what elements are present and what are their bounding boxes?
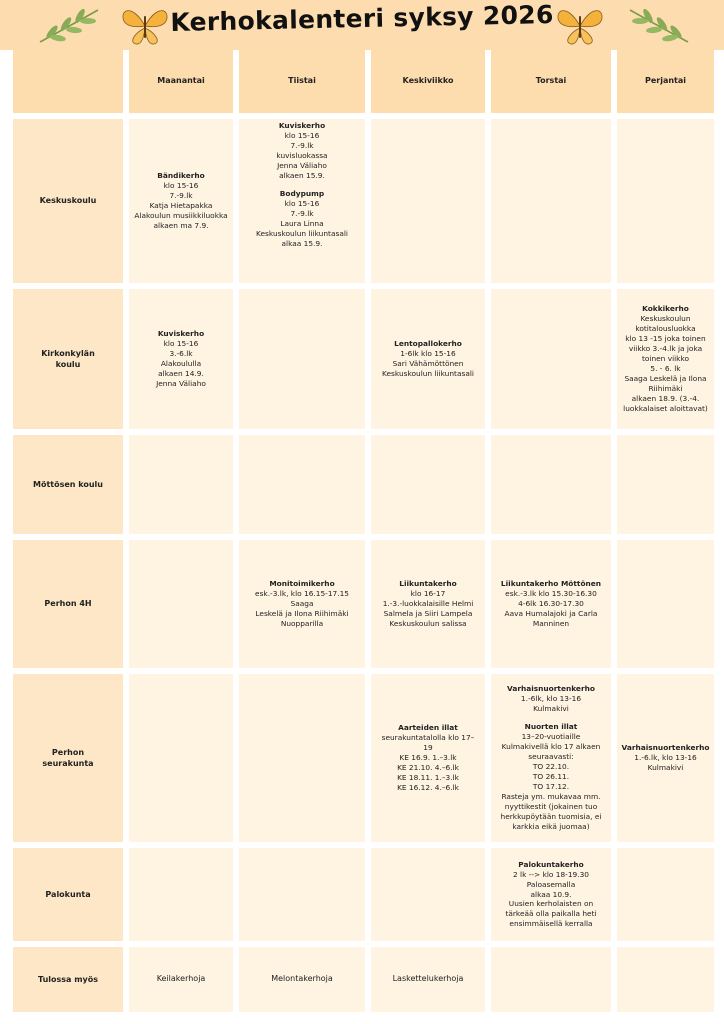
- club-detail: alkaen 18.9. (3.-4.: [631, 393, 700, 403]
- club-name: Kokkikerho: [642, 304, 689, 314]
- club-entry: [156, 329, 206, 389]
- club-detail: Saaga Leskelä ja Ilona: [624, 373, 707, 383]
- club-detail: 1.-3.-luokkalaisille Helmi: [382, 599, 474, 608]
- club-detail: Leskelä ja Ilona Riihimäki: [255, 608, 349, 618]
- calendar-cell: [129, 435, 233, 534]
- club-detail: Salmela ja Siiri Lampela: [383, 608, 473, 618]
- club-detail: Nuopparilla: [280, 618, 324, 628]
- club-detail: Jenna Väliaho: [277, 160, 327, 170]
- calendar-cell: [239, 947, 365, 1012]
- club-detail: Jenna Väliaho: [156, 378, 206, 388]
- row-label: [13, 947, 123, 1012]
- calendar-cell: [617, 540, 714, 668]
- club-detail: 19: [423, 743, 433, 753]
- day-header: Torstai: [491, 50, 611, 113]
- club-detail: alkaen 14.9.: [158, 368, 204, 378]
- club-detail: herkkupöytään tuomisia, ei: [500, 811, 602, 821]
- club-detail: Paloasemalla: [526, 879, 576, 889]
- club-name: Monitoimikerho: [269, 579, 335, 589]
- club-name: Lentopallokerho: [394, 339, 462, 349]
- calendar-cell: [617, 947, 714, 1012]
- club-detail: 3.-6.lk: [169, 349, 193, 359]
- club-detail: 7.-9.lk: [169, 191, 193, 201]
- club-name: Liikuntakerho: [399, 579, 457, 589]
- club-entry: [501, 722, 602, 832]
- calendar-cell: [491, 289, 611, 429]
- row-label-line: Möttösen koulu: [32, 479, 103, 489]
- club-detail: Uusien kerholaisten on: [508, 899, 594, 909]
- calendar-cell: [239, 848, 365, 941]
- club-detail: 5. - 6. lk: [650, 363, 681, 373]
- row-label: [13, 540, 123, 668]
- club-detail: Keskuskoulun liikuntasali: [256, 228, 348, 238]
- row-label: [13, 119, 123, 283]
- club-name: Bändikerho: [157, 171, 205, 181]
- club-name: Palokuntakerho: [518, 859, 584, 869]
- club-entry: [623, 304, 708, 414]
- row-label-line: Keskuskoulu: [39, 196, 97, 206]
- calendar-cell: [617, 289, 714, 429]
- club-detail: tärkeää olla paikalla heti: [505, 909, 597, 919]
- club-detail: seurakuntatalolla klo 17–: [381, 733, 475, 743]
- club-entry: [382, 723, 475, 793]
- club-detail: TO 22.10.: [532, 762, 570, 771]
- club-detail: alkaen 15.9.: [279, 170, 325, 180]
- calendar-cell: [129, 674, 233, 842]
- coming-club: Laskettelukerhoja: [392, 974, 464, 984]
- club-detail: kotitalousluokka: [635, 324, 696, 334]
- calendar-cell: [491, 119, 611, 283]
- calendar-cell: [617, 674, 714, 842]
- club-detail: 1.-6.lk, klo 13-16: [634, 753, 697, 762]
- club-detail: Keskuskoulun salissa: [389, 618, 467, 628]
- calendar-cell: [491, 540, 611, 668]
- page-title: Kerhokalenteri syksy 2026: [170, 0, 554, 38]
- calendar-cell: [371, 289, 485, 429]
- row-label-line: Kirkonkylän: [41, 348, 95, 358]
- club-detail: karkkia eikä juomaa): [512, 821, 590, 831]
- club-detail: klo 15-16: [163, 339, 199, 349]
- club-name: Varhaisnuortenkerho: [621, 743, 710, 753]
- club-detail: 7.-9.lk: [290, 208, 314, 218]
- row-label-line: Palokunta: [45, 889, 91, 899]
- row-label-line: Tulossa myös: [37, 974, 99, 984]
- coming-club: Melontakerhoja: [271, 974, 333, 984]
- club-detail: Laura Linna: [280, 218, 324, 228]
- club-detail: KE 21.10. 4.–6.lk: [397, 762, 459, 772]
- club-detail: esk.-3.lk klo 15.30-16.30: [505, 589, 597, 599]
- club-entry: [134, 171, 227, 231]
- row-label: [13, 289, 123, 429]
- club-detail: Keskuskoulun liikuntasali: [382, 368, 474, 378]
- club-detail: Katja Hietapakka: [149, 201, 213, 210]
- calendar-cell: [129, 848, 233, 941]
- calendar-cell: [129, 947, 233, 1012]
- calendar-cell: [491, 848, 611, 941]
- club-detail: esk.-3.lk, klo 16.15-17.15 Saaga: [255, 589, 349, 608]
- club-detail: klo 15-16: [163, 181, 199, 191]
- club-detail: Keskuskoulun: [640, 314, 691, 324]
- club-detail: Rasteja ym. mukavaa mm.: [501, 791, 601, 801]
- club-detail: Manninen: [532, 618, 570, 628]
- club-entry: [244, 579, 360, 629]
- club-calendar-table: [13, 50, 712, 998]
- olive-branch-icon: [622, 4, 692, 46]
- table-corner: [13, 50, 123, 113]
- calendar-cell: [129, 119, 233, 283]
- club-detail: Kulmakivi: [533, 704, 569, 714]
- club-detail: TO 17.12.: [532, 781, 570, 791]
- row-label-line: seurakunta: [42, 759, 94, 768]
- club-detail: Kulmakivi: [647, 762, 684, 772]
- day-header: Keskiviikko: [371, 50, 485, 113]
- club-detail: viikko 3.-4.lk ja joka: [628, 344, 703, 354]
- calendar-cell: [371, 540, 485, 668]
- club-entry: [501, 579, 601, 629]
- club-detail: Riihimäki: [648, 383, 683, 393]
- club-detail: Sari Vähämöttönen: [392, 359, 464, 368]
- day-header: Tiistai: [239, 50, 365, 113]
- club-name: Kuviskerho: [278, 121, 326, 130]
- calendar-cell: [617, 119, 714, 283]
- club-detail: 2 lk --> klo 18-19.30: [512, 869, 590, 879]
- calendar-cell: [371, 674, 485, 842]
- club-detail: klo 16-17: [410, 589, 446, 599]
- club-detail: KE 16.12. 4.–6.lk: [397, 782, 459, 792]
- calendar-cell: [491, 674, 611, 842]
- club-detail: alkaa 15.9.: [281, 238, 323, 248]
- calendar-cell: [371, 435, 485, 534]
- club-detail: ensimmäisellä kerralla: [509, 919, 593, 929]
- club-detail: Kulmakivellä klo 17 alkaen: [501, 742, 601, 752]
- butterfly-icon: [553, 4, 607, 48]
- club-detail: 1-6lk klo 15-16: [400, 349, 456, 359]
- club-detail: Aava Humalajoki ja Carla: [504, 608, 598, 618]
- row-label-line: koulu: [55, 360, 81, 369]
- day-header: Maanantai: [129, 50, 233, 113]
- club-detail: alkaen ma 7.9.: [153, 220, 209, 230]
- club-detail: 7.-9.lk: [290, 140, 314, 150]
- club-entry: [382, 339, 474, 379]
- row-label-line: Perhon 4H: [44, 599, 92, 609]
- calendar-cell: [371, 947, 485, 1012]
- calendar-cell: [129, 540, 233, 668]
- club-detail: seuraavasti:: [528, 752, 574, 762]
- club-name: Bodypump: [279, 188, 325, 198]
- calendar-cell: [129, 289, 233, 429]
- calendar-cell: [239, 540, 365, 668]
- club-detail: toinen viikko: [641, 354, 690, 363]
- club-name: Varhaisnuortenkerho: [507, 684, 595, 694]
- club-detail: klo 15-16: [284, 198, 320, 208]
- club-detail: KE 16.9. 1.–3.lk: [399, 753, 457, 762]
- calendar-cell: [239, 289, 365, 429]
- club-detail: TO 26.11.: [532, 771, 570, 781]
- club-name: Liikuntakerho Möttönen: [500, 579, 602, 589]
- club-detail: 1.-6lk, klo 13-16: [520, 694, 582, 704]
- club-detail: klo 15-16: [284, 130, 320, 140]
- club-detail: KE 18.11. 1.–3.lk: [397, 772, 459, 782]
- row-label: [13, 848, 123, 941]
- calendar-cell: [239, 435, 365, 534]
- calendar-cell: [491, 947, 611, 1012]
- club-name: Nuorten illat: [524, 722, 578, 732]
- club-detail: alkaa 10.9.: [530, 889, 572, 899]
- club-detail: kuvisluokassa: [276, 150, 328, 160]
- club-detail: luokkalaiset aloittavat): [623, 403, 708, 413]
- calendar-cell: [239, 674, 365, 842]
- club-entry: [501, 684, 602, 714]
- row-label: [13, 674, 123, 842]
- club-entry: [256, 121, 348, 181]
- row-label-line: Perhon: [51, 747, 85, 757]
- calendar-cell: [617, 435, 714, 534]
- club-detail: 4-6lk 16.30-17.30: [518, 599, 584, 608]
- calendar-cell: [491, 435, 611, 534]
- calendar-cell: [239, 119, 365, 283]
- calendar-cell: [617, 848, 714, 941]
- club-entry: [505, 860, 596, 930]
- coming-club: Keilakerhoja: [156, 974, 206, 984]
- day-header: Perjantai: [617, 50, 714, 113]
- club-name: Aarteiden illat: [398, 723, 458, 733]
- club-detail: nyyttikestit (jokainen tuo: [504, 801, 598, 811]
- club-entry: [383, 579, 474, 629]
- club-detail: Alakoulun musiikkiluokka: [134, 210, 228, 220]
- club-detail: 13–20-vuotiaille: [521, 732, 581, 742]
- club-detail: Alakoululla: [160, 359, 202, 368]
- row-label: [13, 435, 123, 534]
- club-name: Kuviskerho: [157, 329, 205, 339]
- club-entry: [256, 189, 348, 249]
- club-detail: klo 13 -15 joka toinen: [625, 334, 706, 344]
- calendar-cell: [371, 848, 485, 941]
- calendar-cell: [371, 119, 485, 283]
- club-entry: [622, 743, 710, 773]
